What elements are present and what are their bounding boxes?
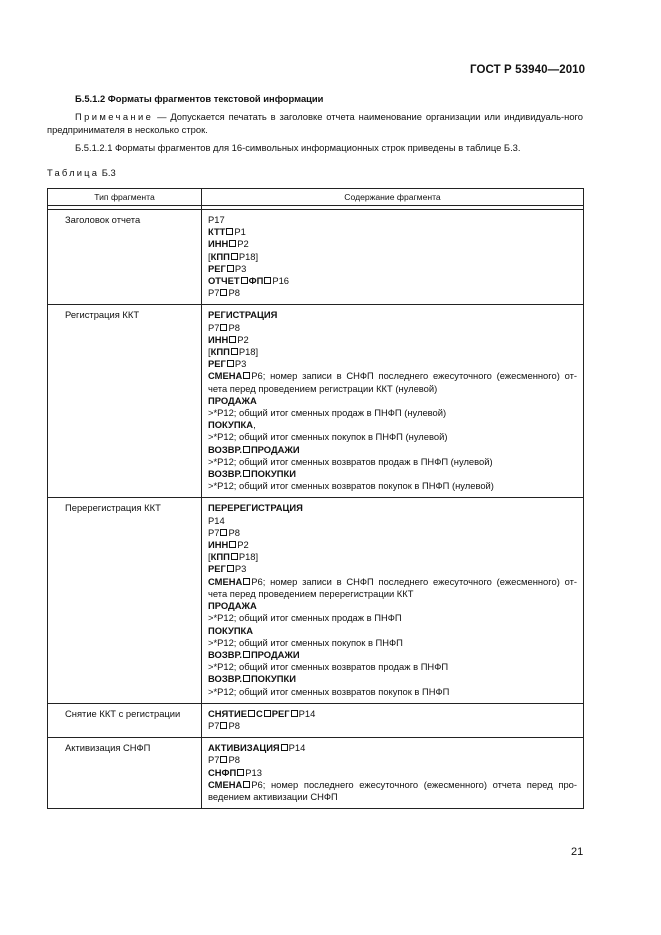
content-line <box>208 346 577 358</box>
fragment-type-cell: Активизация СНФП <box>48 738 202 809</box>
table-row <box>48 703 584 737</box>
bold-text: ПРОДАЖА <box>208 600 257 612</box>
bold-text: ВОЗВР. <box>208 468 242 480</box>
space-symbol-icon <box>229 240 236 247</box>
plain-text: P18] <box>230 551 258 562</box>
plain-text <box>240 275 249 286</box>
content-line <box>208 502 577 514</box>
fragment-content-cell <box>202 498 584 703</box>
space-symbol-icon <box>231 253 238 260</box>
content-line <box>208 686 577 698</box>
content-line <box>208 612 577 624</box>
content-line <box>208 309 577 321</box>
section-heading: Б.5.1.2 Форматы фрагментов текстовой информации <box>75 93 324 104</box>
content-line <box>208 275 577 287</box>
content-line <box>208 468 577 480</box>
plain-text: >*P12; общий итог сменных продаж в ПНФП <box>208 612 402 624</box>
space-symbol-icon <box>220 324 227 331</box>
plain-text: P16 <box>263 275 289 286</box>
bold-text: КПП <box>210 551 230 563</box>
note-label: Примечание <box>75 111 154 122</box>
plain-text: P2 <box>228 334 248 345</box>
content-line <box>208 444 577 456</box>
table-row <box>48 498 584 703</box>
content-line <box>208 637 577 649</box>
plain-text: >*P12; общий итог сменных возвратов покупок в ПНФП <box>208 685 450 697</box>
fragments-table <box>47 188 584 809</box>
space-symbol-icon <box>241 277 248 284</box>
bold-text: ПОКУПКИ <box>250 468 296 480</box>
plain-text: P14 <box>280 742 306 753</box>
content-line <box>208 251 577 263</box>
content-line <box>208 742 577 754</box>
plain-text: P2 <box>228 539 248 550</box>
space-symbol-icon <box>243 578 250 585</box>
space-symbol-icon <box>220 756 227 763</box>
note-text: — Допускается печатать в заголовке отчета наименование организации или индивидуаль-ного предпринимателя в несколько строк. <box>47 111 583 135</box>
bold-text: ПРОДАЖИ <box>250 648 300 660</box>
content-line <box>208 720 577 732</box>
space-symbol-icon <box>220 529 227 536</box>
plain-text: >*P12; общий итог сменных возвратов продаж в ПНФП (нулевой) <box>208 455 493 467</box>
fragment-content-cell <box>202 703 584 737</box>
content-line <box>208 407 577 419</box>
bold-text: ФП <box>248 275 264 287</box>
content-line <box>208 779 577 803</box>
content-line <box>208 370 577 394</box>
bold-text: С <box>256 707 263 719</box>
plain-text: , <box>253 419 256 431</box>
fragment-content-cell <box>202 305 584 498</box>
bold-text: ИНН <box>208 539 229 551</box>
content-line <box>208 334 577 346</box>
space-symbol-icon <box>226 228 233 235</box>
space-symbol-icon <box>243 372 250 379</box>
content-line <box>208 625 577 637</box>
space-symbol-icon <box>264 710 271 717</box>
plain-text <box>242 444 251 455</box>
space-symbol-icon <box>243 446 250 453</box>
table-header-row <box>48 189 584 206</box>
bold-text: РЕГ <box>271 707 290 719</box>
content-line <box>208 600 577 612</box>
bold-text: РЕГИСТРАЦИЯ <box>208 309 278 321</box>
bold-text: ПЕРЕРЕГИСТРАЦИЯ <box>208 502 303 514</box>
content-line <box>208 263 577 275</box>
plain-text: P7 P8 <box>208 719 240 731</box>
content-line <box>208 287 577 299</box>
bold-text: ИНН <box>208 238 229 250</box>
bold-text: СНФП <box>208 766 237 778</box>
space-symbol-icon <box>227 265 234 272</box>
plain-text: P7 P8 <box>208 526 240 538</box>
space-symbol-icon <box>248 710 255 717</box>
space-symbol-icon <box>220 722 227 729</box>
content-line <box>208 214 577 226</box>
plain-text: P1 <box>225 226 245 237</box>
space-symbol-icon <box>281 744 288 751</box>
space-symbol-icon <box>243 651 250 658</box>
content-line <box>208 767 577 779</box>
plain-text: P6; номер последнего ежесуточного (ежесменного) отчета перед про-ведением активизации СНФП <box>208 778 577 802</box>
document-code: ГОСТ Р 53940—2010 <box>470 64 586 76</box>
space-symbol-icon <box>243 675 250 682</box>
plain-text: P3 <box>226 263 246 274</box>
bold-text: РЕГ <box>208 262 226 274</box>
space-symbol-icon <box>237 769 244 776</box>
bold-text: КПП <box>210 250 230 262</box>
bold-text: ПРОДАЖИ <box>250 443 300 455</box>
content-line <box>208 419 577 431</box>
content-line <box>208 539 577 551</box>
plain-text: P18] <box>230 346 258 357</box>
column-header-type: Тип фрагмента <box>48 189 202 206</box>
plain-text: P6; номер записи в СНФП последнего ежесуточного (ежесменного) от-чета перед проведением перерегистрации ККТ <box>208 575 577 599</box>
bold-text: РЕГ <box>208 358 226 370</box>
plain-text: P14 <box>290 708 316 719</box>
plain-text: P18] <box>230 251 258 262</box>
plain-text: [ <box>208 346 211 358</box>
bold-text: СМЕНА <box>208 778 243 790</box>
space-symbol-icon <box>243 781 250 788</box>
space-symbol-icon <box>229 336 236 343</box>
plain-text: P3 <box>226 563 246 574</box>
content-line <box>208 576 577 600</box>
plain-text: P2 <box>228 238 248 249</box>
table-caption-label: Таблица <box>47 167 100 178</box>
bold-text: СМЕНА <box>208 370 243 382</box>
bold-text: ПОКУПКА <box>208 624 254 636</box>
content-line <box>208 480 577 492</box>
paragraph: Б.5.1.2.1 Форматы фрагментов для 16-символьных информационных строк приведены в таблице Б.3. <box>75 142 521 153</box>
table-caption <box>47 167 116 178</box>
bold-text: ОТЧЕТ <box>208 275 240 287</box>
plain-text: P7 P8 <box>208 321 240 333</box>
fragment-content-cell <box>202 738 584 809</box>
table-row <box>48 738 584 809</box>
fragment-type-cell: Снятие ККТ с регистрации <box>48 703 202 737</box>
plain-text <box>263 708 272 719</box>
space-symbol-icon <box>227 565 234 572</box>
plain-text: >*P12; общий итог сменных продаж в ПНФП (нулевой) <box>208 407 447 419</box>
bold-text: РЕГ <box>208 563 226 575</box>
bold-text: ВОЗВР. <box>208 443 242 455</box>
plain-text: >*P12; общий итог сменных возвратов покупок в ПНФП (нулевой) <box>208 480 494 492</box>
table-row <box>48 210 584 305</box>
plain-text <box>242 673 251 684</box>
space-symbol-icon <box>220 289 227 296</box>
bold-text: ПОКУПКИ <box>250 673 296 685</box>
content-line <box>208 673 577 685</box>
plain-text: P14 <box>208 514 225 526</box>
bold-text: СНЯТИЕ <box>208 707 247 719</box>
space-symbol-icon <box>231 553 238 560</box>
plain-text: >*P12; общий итог сменных покупок в ПНФП (нулевой) <box>208 431 448 443</box>
plain-text: >*P12; общий итог сменных возвратов продаж в ПНФП <box>208 661 449 673</box>
table-body <box>48 210 584 809</box>
space-symbol-icon <box>264 277 271 284</box>
bold-text: КТТ <box>208 226 226 238</box>
content-line <box>208 649 577 661</box>
fragment-type-cell: Перерегистрация ККТ <box>48 498 202 703</box>
plain-text: P6; номер записи в СНФП последнего ежесуточного (ежесменного) от-чета перед проведением регистрации ККТ (нулевой) <box>208 370 577 394</box>
plain-text: >*P12; общий итог сменных покупок в ПНФП <box>208 636 403 648</box>
plain-text: P13 <box>236 767 262 778</box>
plain-text: P3 <box>226 358 246 369</box>
fragment-content-cell <box>202 210 584 305</box>
content-line <box>208 226 577 238</box>
plain-text <box>242 468 251 479</box>
content-line <box>208 238 577 250</box>
bold-text: КПП <box>210 346 230 358</box>
plain-text: [ <box>208 250 211 262</box>
plain-text: P17 <box>208 214 225 225</box>
content-line <box>208 563 577 575</box>
content-line <box>208 527 577 539</box>
content-line <box>208 456 577 468</box>
content-line <box>208 661 577 673</box>
fragment-type-cell: Регистрация ККТ <box>48 305 202 498</box>
space-symbol-icon <box>227 360 234 367</box>
content-line <box>208 708 577 720</box>
content-line <box>208 395 577 407</box>
content-line <box>208 431 577 443</box>
bold-text: ИНН <box>208 333 229 345</box>
fragment-type-cell: Заголовок отчета <box>48 210 202 305</box>
content-line <box>208 358 577 370</box>
column-header-content: Содержание фрагмента <box>202 189 584 206</box>
content-line <box>208 515 577 527</box>
bold-text: ВОЗВР. <box>208 673 242 685</box>
table-row <box>48 305 584 498</box>
bold-text: ВОЗВР. <box>208 648 242 660</box>
space-symbol-icon <box>243 470 250 477</box>
bold-text: СМЕНА <box>208 575 243 587</box>
bold-text: ПОКУПКА <box>208 419 254 431</box>
content-line <box>208 551 577 563</box>
plain-text: P7 P8 <box>208 754 240 766</box>
space-symbol-icon <box>231 348 238 355</box>
bold-text: ПРОДАЖА <box>208 394 257 406</box>
content-line <box>208 754 577 766</box>
bold-text: АКТИВИЗАЦИЯ <box>208 742 280 754</box>
plain-text <box>247 708 256 719</box>
plain-text: P7 P8 <box>208 287 240 299</box>
space-symbol-icon <box>291 710 298 717</box>
page-number: 21 <box>571 846 584 858</box>
table-caption-number: Б.3 <box>101 167 116 178</box>
content-line <box>208 322 577 334</box>
plain-text <box>242 649 251 660</box>
plain-text: [ <box>208 551 211 563</box>
space-symbol-icon <box>229 541 236 548</box>
note <box>47 111 583 136</box>
